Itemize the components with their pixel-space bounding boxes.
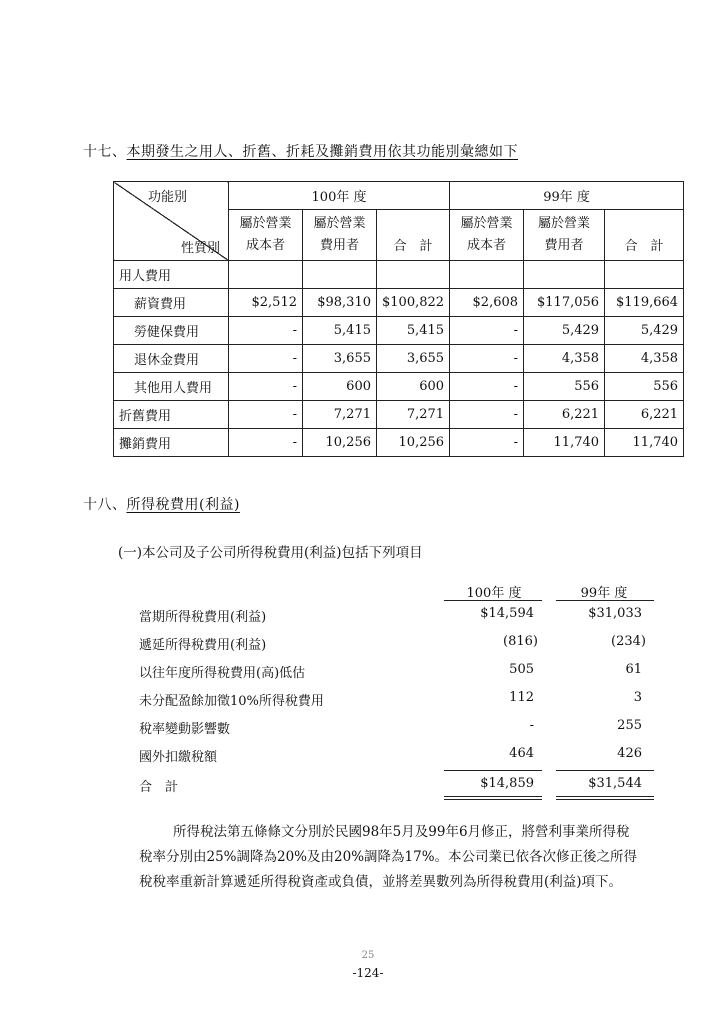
tax-total-double-rule-prior: [556, 796, 654, 800]
tax-total-prior: $31,544: [588, 776, 642, 791]
row-label: 薪資費用: [114, 289, 229, 317]
cell: 556: [524, 373, 605, 401]
col-cost-prior: [450, 210, 524, 261]
table-row: [114, 289, 684, 317]
cell: 600: [377, 373, 450, 401]
tax-row-prior: $31,033: [588, 606, 642, 621]
cell: [605, 261, 684, 289]
table-row: [0, 690, 724, 718]
cell: 6,221: [605, 401, 684, 429]
tax-row-label: 以往年度所得稅費用(高)低估: [139, 666, 306, 681]
corner-header-cell: [114, 182, 229, 261]
table-row: [114, 345, 684, 373]
cell: 5,415: [377, 317, 450, 345]
cell: 4,358: [605, 345, 684, 373]
tax-row-label: 當期所得稅費用(利益): [139, 610, 267, 625]
expense-by-function-table: [113, 181, 684, 457]
cell: -: [450, 429, 524, 457]
col-exp-line2: 費用者: [319, 238, 359, 253]
col-total-prior: 合 計: [605, 210, 684, 261]
cell: -: [229, 429, 303, 457]
cell: 11,740: [524, 429, 605, 457]
table-row: [0, 634, 724, 662]
paragraph-line-3: 稅稅率重新計算遞延所得稅資產或負債，並將差異數列為所得稅費用(利益)項下。: [139, 874, 623, 890]
section-18-subheading: (一)本公司及子公司所得稅費用(利益)包括下列項目: [118, 545, 423, 561]
cell: [377, 261, 450, 289]
tax-year-prior: 99年 度: [580, 586, 628, 601]
col-cost-line1: 屬於營業: [239, 216, 292, 231]
tax-row-current: -: [529, 718, 534, 733]
cell: [524, 261, 605, 289]
corner-nature-label: 性質別: [180, 241, 220, 256]
tax-row-current: (816): [503, 634, 538, 649]
table-header-row-1: [114, 182, 684, 210]
tax-row-label: 未分配盈餘加徵10%所得稅費用: [139, 694, 324, 709]
col-exp-line1: 屬於營業: [313, 216, 366, 231]
tax-total-label: 合 計: [139, 780, 179, 795]
cell: $2,512: [229, 289, 303, 317]
tax-row-label: 稅率變動影響數: [139, 722, 231, 737]
tax-row-prior: 3: [633, 690, 642, 705]
col-exp-current: [303, 210, 377, 261]
cell: 3,655: [303, 345, 377, 373]
tax-row-label: 遞延所得稅費用(利益): [139, 638, 267, 653]
row-label: 退休金費用: [114, 345, 229, 373]
cell: 7,271: [303, 401, 377, 429]
col-exp-line2: 費用者: [544, 238, 584, 253]
table-row: [114, 429, 684, 457]
tax-row-current: 505: [509, 662, 534, 677]
tax-row-prior: (234): [611, 634, 646, 649]
tax-header-rule-prior: [556, 600, 654, 601]
table-row: [0, 662, 724, 690]
col-exp-prior: [524, 210, 605, 261]
cell: 556: [605, 373, 684, 401]
cell: 6,221: [524, 401, 605, 429]
tax-row-prior: 426: [617, 746, 642, 761]
paragraph-line-1: [139, 820, 679, 845]
col-cost-line1: 屬於營業: [460, 216, 513, 231]
cell: 5,429: [605, 317, 684, 345]
cell: $119,664: [605, 289, 684, 317]
cell: 600: [303, 373, 377, 401]
tax-row-prior: 61: [625, 662, 642, 677]
table-row: [0, 718, 724, 746]
col-total-current: 合 計: [377, 210, 450, 261]
tax-subtotal-rule-prior: [556, 770, 654, 771]
tax-row-current: 464: [509, 746, 534, 761]
tax-row-label: 國外扣繳稅額: [139, 750, 218, 765]
cell: $98,310: [303, 289, 377, 317]
tax-row-current: $14,594: [480, 606, 534, 621]
table-row: [114, 401, 684, 429]
cell: -: [450, 317, 524, 345]
cell: -: [450, 345, 524, 373]
cell: [229, 261, 303, 289]
table-row: [114, 261, 684, 289]
row-label: 其他用人費用: [114, 373, 229, 401]
section-17-prefix: 十七、: [83, 144, 127, 160]
table-row: [0, 606, 724, 634]
cell: 10,256: [303, 429, 377, 457]
cell: [303, 261, 377, 289]
cell: 4,358: [524, 345, 605, 373]
tax-subtotal-rule-current: [444, 770, 542, 771]
row-label: 折舊費用: [114, 401, 229, 429]
section-18-title: 所得稅費用(利益): [126, 497, 240, 513]
cell: -: [229, 401, 303, 429]
tax-year-current: 100年 度: [466, 586, 522, 601]
tax-rate-note-paragraph: [139, 820, 679, 895]
section-17-heading: [83, 141, 518, 161]
cell: 5,415: [303, 317, 377, 345]
paragraph-line-2: 稅率分別由25%調降為20%及由20%調降為17%。本公司業已依各次修正後之所得: [139, 849, 638, 865]
col-cost-line2: 成本者: [245, 238, 285, 253]
corner-function-label: 功能別: [148, 190, 188, 205]
col-exp-line1: 屬於營業: [538, 216, 591, 231]
row-label: 攤銷費用: [114, 429, 229, 457]
table-row: [114, 373, 684, 401]
cell: -: [229, 317, 303, 345]
small-page-number: 25: [361, 950, 375, 961]
tax-row-current: 112: [509, 690, 534, 705]
section-17-title: 本期發生之用人、折舊、折耗及攤銷費用依其功能別彙總如下: [126, 144, 518, 160]
year-prior-header: 99年 度: [450, 182, 684, 210]
table-row: [114, 317, 684, 345]
tax-row-prior: 255: [617, 718, 642, 733]
section-18-heading: [83, 494, 240, 514]
year-current-header: 100年 度: [229, 182, 450, 210]
cell: -: [450, 373, 524, 401]
cell: -: [229, 373, 303, 401]
section-18-prefix: 十八、: [83, 497, 127, 513]
cell: 3,655: [377, 345, 450, 373]
cell: [450, 261, 524, 289]
col-cost-current: [229, 210, 303, 261]
tax-header-rule-current: [444, 600, 542, 601]
cell: 11,740: [605, 429, 684, 457]
paragraph-line-1-text: 所得稅法第五條條文分別於民國98年5月及99年6月修正，將營利事業所得稅: [173, 824, 630, 840]
col-cost-line2: 成本者: [467, 238, 507, 253]
cell: $2,608: [450, 289, 524, 317]
cell: 10,256: [377, 429, 450, 457]
page-number: -124-: [352, 966, 384, 980]
row-label: 用人費用: [114, 261, 229, 289]
cell: $100,822: [377, 289, 450, 317]
cell: -: [229, 345, 303, 373]
row-label: 勞健保費用: [114, 317, 229, 345]
cell: 7,271: [377, 401, 450, 429]
tax-total-double-rule-current: [444, 796, 542, 800]
cell: 5,429: [524, 317, 605, 345]
cell: $117,056: [524, 289, 605, 317]
cell: -: [450, 401, 524, 429]
tax-total-current: $14,859: [480, 776, 534, 791]
